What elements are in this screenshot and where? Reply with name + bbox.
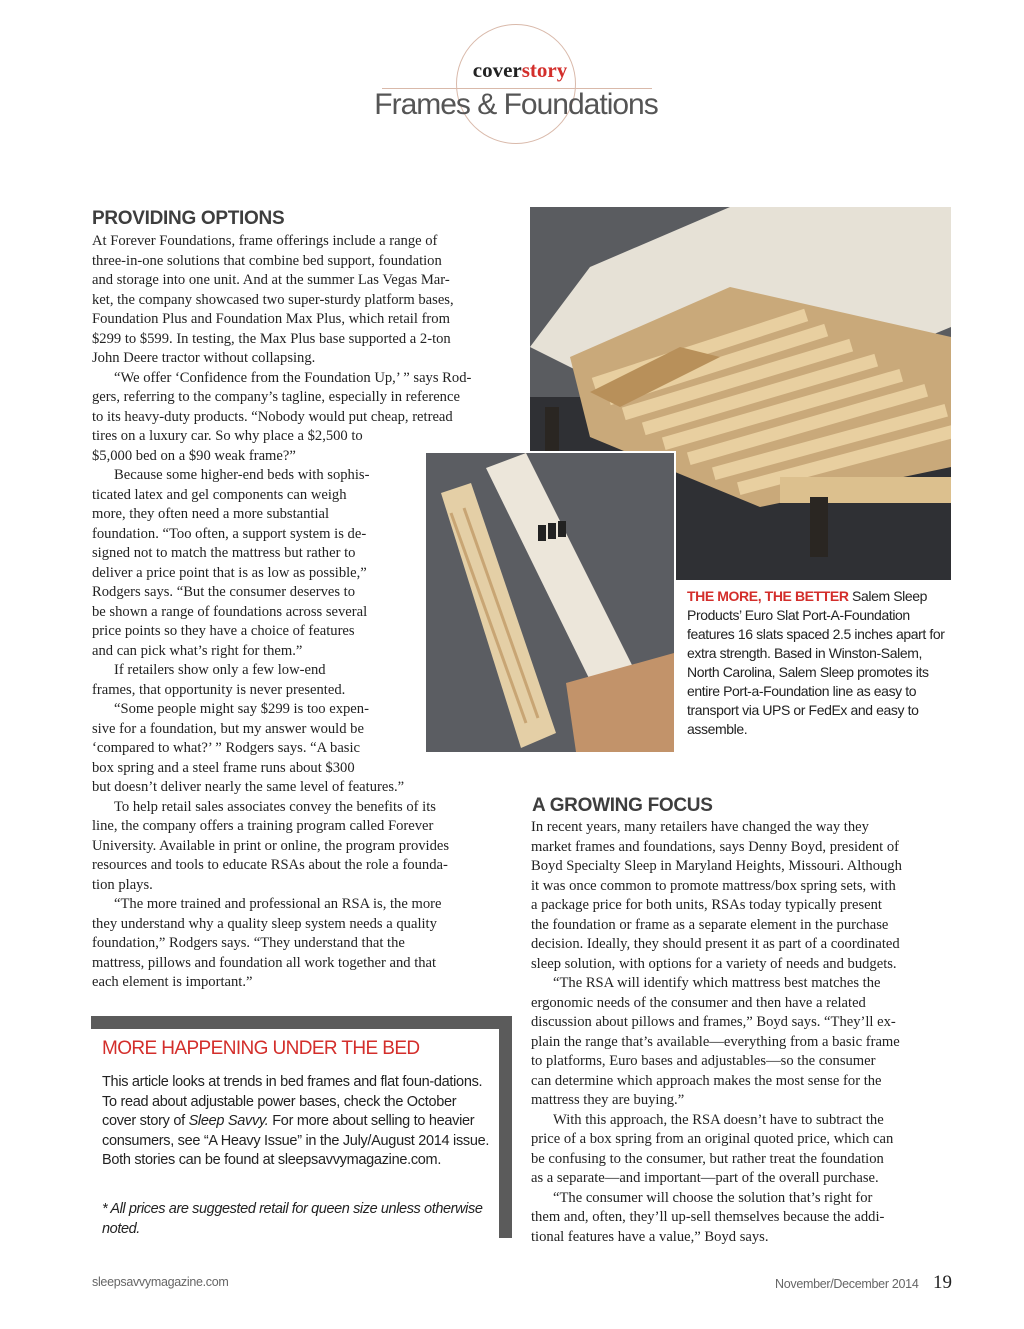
text-line: three-in-one solutions that combine bed support, foundation — [92, 252, 442, 269]
text-line: gers, referring to the company’s tagline, especially in reference — [92, 389, 460, 405]
photo-port-a-foundation-boxed — [424, 451, 676, 754]
text-line: be confusing to the consumer, but rather treat the foundation — [531, 1150, 884, 1167]
text-line: “The more trained and professional an RSA is, the more — [114, 896, 442, 912]
sidebar-title: MORE HAPPENING UNDER THE BED — [102, 1038, 420, 1059]
text-line: “We offer ‘Confidence from the Foundation Up,’ ” says Rod- — [114, 369, 472, 386]
text-line: and can pick what’s right for them.” — [92, 642, 303, 659]
text-line: “Some people might say $299 is too expen- — [114, 701, 369, 717]
text-line: “The consumer will choose the solution that’s right for — [553, 1189, 873, 1206]
article-column-left — [92, 232, 471, 993]
text-line: foundation,” Rodgers says. “They understand that the — [92, 935, 405, 951]
text-line: line, the company offers a training program called Forever — [92, 818, 434, 834]
text-line: sleep solution, with options for a variety of needs and budgets. — [531, 955, 897, 972]
text-line: box spring and a steel frame runs about $300 — [92, 759, 355, 776]
text-line: mattress, pillows and foundation all work together and that — [92, 954, 437, 971]
text-line: ergonomic needs of the consumer and then have a related — [531, 994, 866, 1011]
text-line: the foundation or frame as a separate element in the purchase — [531, 916, 889, 933]
caption-text: Salem Sleep Products’ Euro Slat Port-A-Foundation features 16 slats spaced 2.5 inches apart for extra strength. Based in Winston-Salem, North Carolina, Salem Sleep promotes its entire Port-a-Foundation line as easy to transport via UPS or FedEx and easy to assemble. — [687, 588, 945, 737]
text-line: each element is important.” — [92, 974, 253, 990]
text-line: it was once common to promote mattress/box spring sets, with — [531, 877, 896, 894]
text-line: price of a box spring from an original quoted price, which can — [531, 1131, 894, 1147]
sidebar-text-b: For more about selling to heavier consumers, see “A Heavy Issue” in the July/August 2014 issue. Both stories can be found at sleepsavvymagazine.com. — [102, 1113, 490, 1168]
sidebar-magazine-name: Sleep Savvy. — [188, 1113, 269, 1129]
text-line: a package price for both units, RSAs today typically present — [531, 897, 882, 913]
text-line: decision. Ideally, they should present it as part of a coordinated — [531, 936, 900, 952]
text-line: Because some higher-end beds with sophis- — [114, 467, 370, 483]
text-line: price points so they have a choice of features — [92, 623, 355, 639]
text-line: University. Available in print or online, the program provides — [92, 837, 450, 854]
kicker-cover: cover — [472, 58, 522, 82]
text-line: tion plays. — [92, 876, 153, 893]
text-line: foundation. “Too often, a support system is de- — [92, 525, 367, 542]
text-line: Foundation Plus and Foundation Max Plus, which retail from — [92, 311, 450, 327]
caption-lead: THE MORE, THE BETTER — [687, 588, 849, 604]
boxed-foundation-illustration — [426, 453, 674, 752]
page-title: Frames & Foundations — [374, 88, 658, 121]
text-line: tires on a luxury car. So why place a $2,500 to — [92, 428, 363, 444]
heading-providing-options: PROVIDING OPTIONS — [92, 208, 285, 229]
text-line: them and, often, they’ll up-sell themselves because the addi- — [531, 1209, 885, 1225]
text-line: Rodgers says. “But the consumer deserves to — [92, 584, 356, 600]
text-line: be shown a range of foundations across several — [92, 603, 368, 620]
footer-issue-date: November/December 2014 — [775, 1277, 919, 1291]
sidebar-price-note: * All prices are suggested retail for queen size unless otherwise noted. — [102, 1201, 483, 1237]
text-line: frames, that opportunity is never presented. — [92, 681, 346, 698]
heading-a-growing-focus: A GROWING FOCUS — [532, 795, 713, 816]
kicker-story: story — [521, 58, 568, 82]
text-line: signed not to match the mattress but rather to — [92, 545, 356, 561]
sidebar-text-a: This article looks at trends in bed frames and flat foun-dations. To read about adjustable power bases, check the October cover story of — [102, 1074, 483, 1129]
text-line: more, they often need a more substantial — [92, 506, 330, 522]
sidebar-right-bar — [499, 1016, 512, 1238]
text-line: “The RSA will identify which mattress best matches the — [553, 975, 881, 991]
text-line: as a separate—and important—part of the overall purchase. — [531, 1170, 879, 1186]
text-line: to platforms, Euro bases and adjustables—so the consumer — [531, 1053, 876, 1069]
text-line: $299 to $599. In testing, the Max Plus base supported a 2-ton — [92, 330, 451, 347]
text-line: John Deere tractor without collapsing. — [92, 350, 316, 366]
header-circle-ornament — [456, 24, 576, 144]
text-line: to its heavy-duty products. “Nobody would put cheap, retread — [92, 408, 453, 425]
footer-website: sleepsavvymagazine.com — [92, 1275, 229, 1289]
text-line: mattress they are buying.” — [531, 1092, 685, 1108]
text-line: If retailers show only a few low-end — [114, 662, 326, 678]
text-line: plain the range that’s available—everything from a basic frame — [531, 1033, 900, 1050]
text-line: tional features have a value,” Boyd says. — [531, 1228, 769, 1245]
text-line: discussion about pillows and frames,” Boyd says. “They’ll ex- — [531, 1014, 896, 1030]
text-line: deliver a price point that is as low as possible,” — [92, 564, 367, 581]
text-line: sive for a foundation, but my answer would be — [92, 720, 364, 737]
sidebar-top-bar — [91, 1016, 503, 1029]
article-column-right — [531, 818, 902, 1247]
text-line: Boyd Specialty Sleep in Maryland Heights, Missouri. Although — [531, 858, 902, 874]
text-line: ‘compared to what?’ ” Rodgers says. “A basic — [92, 740, 361, 756]
section-kicker — [0, 58, 1024, 83]
text-line: can determine which approach makes the most sense for the — [531, 1072, 882, 1089]
text-line: but doesn’t deliver nearly the same level of features.” — [92, 779, 405, 795]
text-line: To help retail sales associates convey the benefits of its — [114, 798, 436, 815]
page-number: 19 — [933, 1272, 952, 1293]
text-line: With this approach, the RSA doesn’t have to subtract the — [553, 1111, 884, 1128]
text-line: At Forever Foundations, frame offerings include a range of — [92, 233, 438, 249]
text-line: ket, the company showcased two super-sturdy platform bases, — [92, 291, 454, 308]
text-line: they understand why a quality sleep system needs a quality — [92, 915, 437, 932]
text-line: In recent years, many retailers have changed the way they — [531, 819, 869, 835]
text-line: resources and tools to educate RSAs about the role a founda- — [92, 857, 448, 873]
sidebar-text — [102, 1073, 490, 1171]
text-line: and storage into one unit. And at the summer Las Vegas Mar- — [92, 272, 450, 288]
photo-caption — [687, 587, 955, 739]
text-line: ticated latex and gel components can weigh — [92, 486, 347, 503]
text-line: market frames and foundations, says Denny Boyd, president of — [531, 838, 900, 855]
text-line: $5,000 bed on a $90 weak frame?” — [92, 447, 296, 464]
